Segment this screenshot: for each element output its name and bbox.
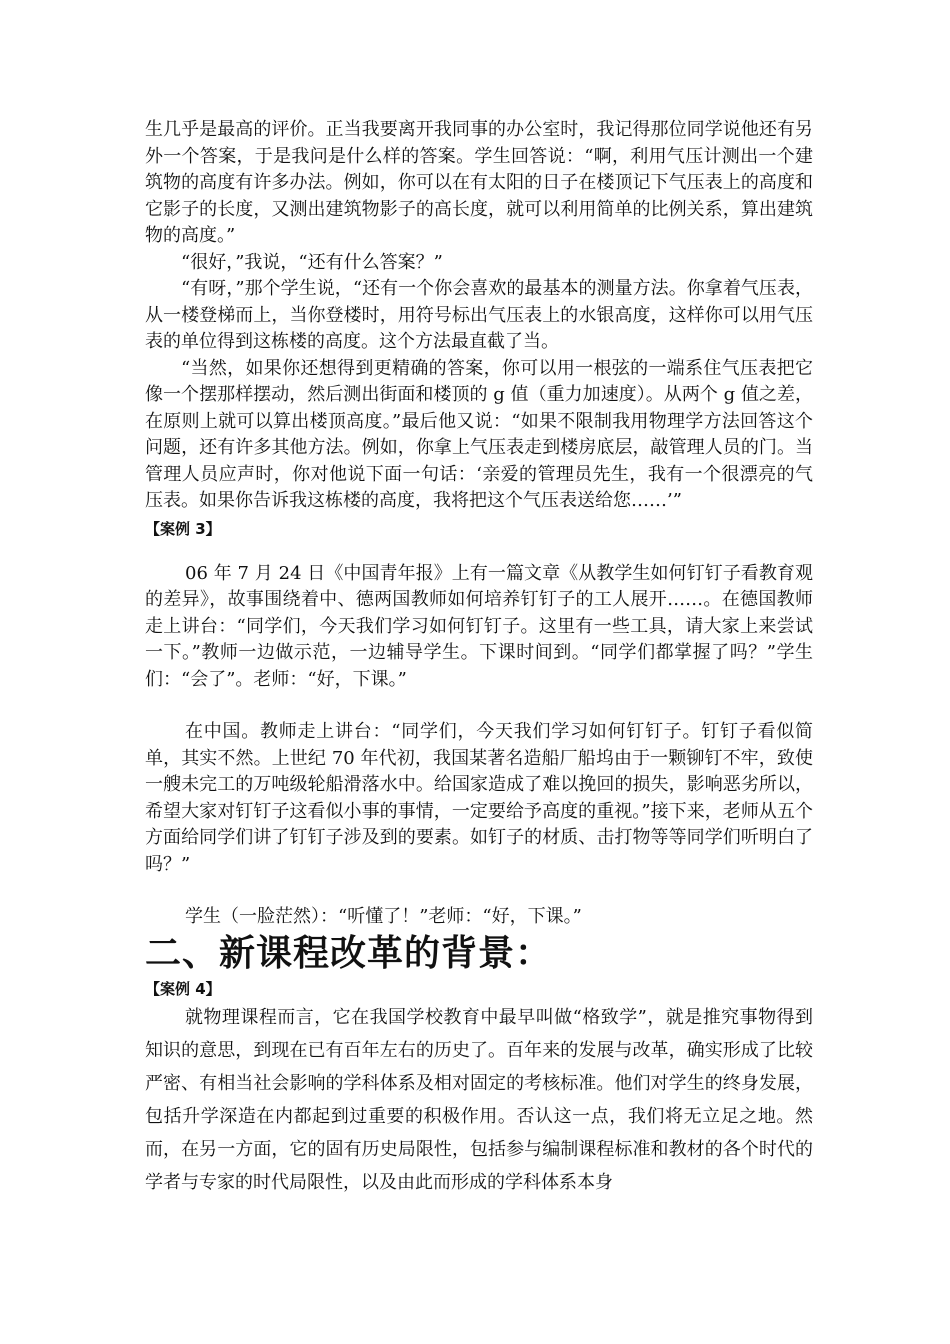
body-paragraph-2: “很好，”我说，“还有什么答案？”: [181, 251, 443, 273]
section-heading: 二、新课程改革的背景：: [145, 932, 553, 974]
body-paragraph-1: 生几乎是最高的评价。正当我要离开我同事的办公室时，我记得那位同学说他还有另外一个答案，于是我问是什么样的答案。学生回答说：“啊，利用气压计测出一个建筑物的高度有许多办法。例如，你可以在有太阳的日子在楼顶记下气压表上的高度和它影子的长度，又测出建筑物影子的高长度，就可以利用简单的比例关系，算出建筑物的高度。”: [145, 119, 813, 246]
case-3-paragraph-3: 学生（一脸茫然）：“听懂了！”老师：“好，下课。”: [185, 906, 582, 927]
case-4-label: 【案例 4】: [145, 979, 221, 998]
case-3-paragraph-1: 06 年 7 月 24 日《中国青年报》上有一篇文章《从教学生如何钉钉子看教育观的差异》，故事围绕着中、德两国教师如何培养钉钉子的工人展开……。在德国教师走上讲台：“同学们，今天我们学习如何钉钉子。这里有一些工具，请大家上来尝试一下。”教师一边做示范，一边辅导学生。下课时间到。“同学们都掌握了吗？”学生们：“会了”。老师：“好，下课。”: [145, 562, 813, 690]
case-3-label: 【案例 3】: [145, 519, 221, 538]
case-3-paragraph-2: 在中国。教师走上讲台：“同学们，今天我们学习如何钉钉子。钉钉子看似简单，其实不然。上世纪 70 年代初，我国某著名造船厂船坞由于一颗铆钉不牢，致使一艘未完工的万吨级轮船滑落水中。给国家造成了难以挽回的损失，影响恶劣所以，希望大家对钉钉子这看似小事的事情，一定要给予高度的重视。”接下来，老师从五个方面给同学们讲了钉钉子涉及到的要素。如钉子的材质、击打物等等同学们听明白了吗？”: [145, 721, 813, 875]
body-paragraph-4: “当然，如果你还想得到更精确的答案，你可以用一根弦的一端系住气压表把它像一个摆那样摆动，然后测出街面和楼顶的 g 值（重力加速度）。从两个 g 值之差，在原则上就可以算出楼顶高度。”最后他又说：“如果不限制我用物理学方法回答这个问题，还有许多其他方法。例如，你拿上气压表走到楼房底层，敲管理人员的门。当管理人员应声时，你对他说下面一句话：‘亲爱的管理员先生，我有一个很漂亮的气压表。如果你告诉我这栋楼的高度，我将把这个气压表送给您……’”: [145, 357, 813, 511]
document-page: [145, 117, 813, 1199]
case-4-paragraph-1: 就物理课程而言，它在我国学校教育中最早叫做“格致学”，就是推究事物得到知识的意思，到现在已有百年左右的历史了。百年来的发展与改革，确实形成了比较严密、有相当社会影响的学科体系及相对固定的考核标准。他们对学生的终身发展，包括升学深造在内都起到过重要的积极作用。否认这一点，我们将无立足之地。然而，在另一方面，它的固有历史局限性，包括参与编制课程标准和教材的各个时代的学者与专家的时代局限性，以及由此而形成的学科体系本身: [145, 1006, 813, 1193]
body-paragraph-3: “有呀，”那个学生说，“还有一个你会喜欢的最基本的测量方法。你拿着气压表，从一楼登梯而上，当你登楼时，用符号标出气压表上的水银高度，这样你可以用气压表的单位得到这栋楼的高度。这个方法最直截了当。: [145, 278, 813, 352]
